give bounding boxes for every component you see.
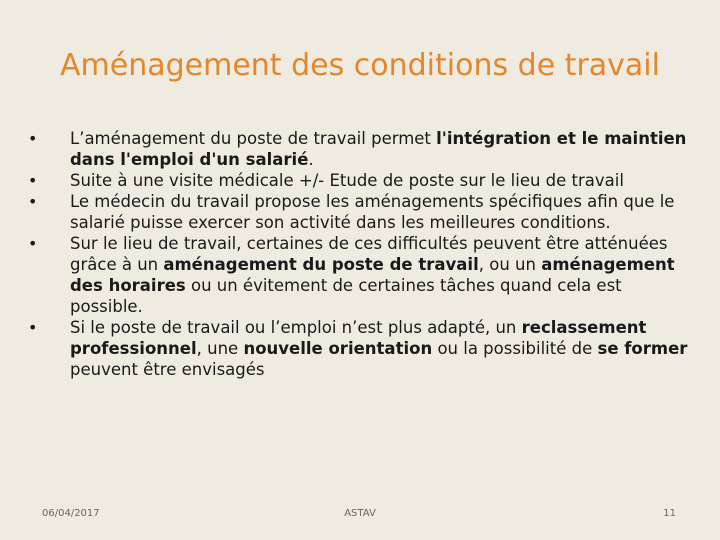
bullet-bold-text: reclassement professionnel	[70, 318, 647, 358]
bullet-item	[28, 191, 688, 233]
bullet-text: , ou un	[478, 255, 542, 274]
bullet-bold-text: se former	[597, 339, 688, 358]
bullet-list	[28, 128, 688, 380]
bullet-text: .	[308, 150, 314, 169]
bullet-bold-text: l'intégration et le maintien dans l'emploi d'un salarié	[70, 129, 687, 169]
bullet-text: Le médecin du travail propose les aménagements spécifiques afin que le salarié puisse exercer son activité dans les meilleures conditions.	[70, 192, 675, 232]
footer-page-number: 11	[663, 508, 676, 519]
bullet-text: L’aménagement du poste de travail permet	[70, 129, 437, 148]
slide-title: Aménagement des conditions de travail	[60, 48, 660, 83]
footer-organization: ASTAV	[344, 508, 376, 519]
bullet-text: Sur le lieu de travail, certaines de ces difficultés peuvent être atténuées grâce à un	[70, 234, 668, 274]
bullet-text: ou un évitement de certaines tâches quand cela est possible.	[70, 276, 622, 316]
bullet-item	[28, 233, 688, 317]
bullet-item	[28, 317, 688, 380]
bullet-text: Suite à une visite médicale +/- Etude de poste sur le lieu de travail	[70, 171, 624, 190]
bullet-text: ou la possibilité de	[432, 339, 598, 358]
footer-date: 06/04/2017	[42, 508, 100, 519]
bullet-text: peuvent être envisagés	[70, 360, 265, 379]
bullet-bold-text: aménagement des horaires	[70, 255, 675, 295]
bullet-item	[28, 128, 688, 170]
bullet-bold-text: aménagement du poste de travail	[163, 255, 479, 274]
bullet-text: Si le poste de travail ou l’emploi n’est plus adapté, un	[70, 318, 522, 337]
bullet-bold-text: nouvelle orientation	[243, 339, 433, 358]
bullet-item	[28, 170, 688, 191]
bullet-text: , une	[196, 339, 244, 358]
